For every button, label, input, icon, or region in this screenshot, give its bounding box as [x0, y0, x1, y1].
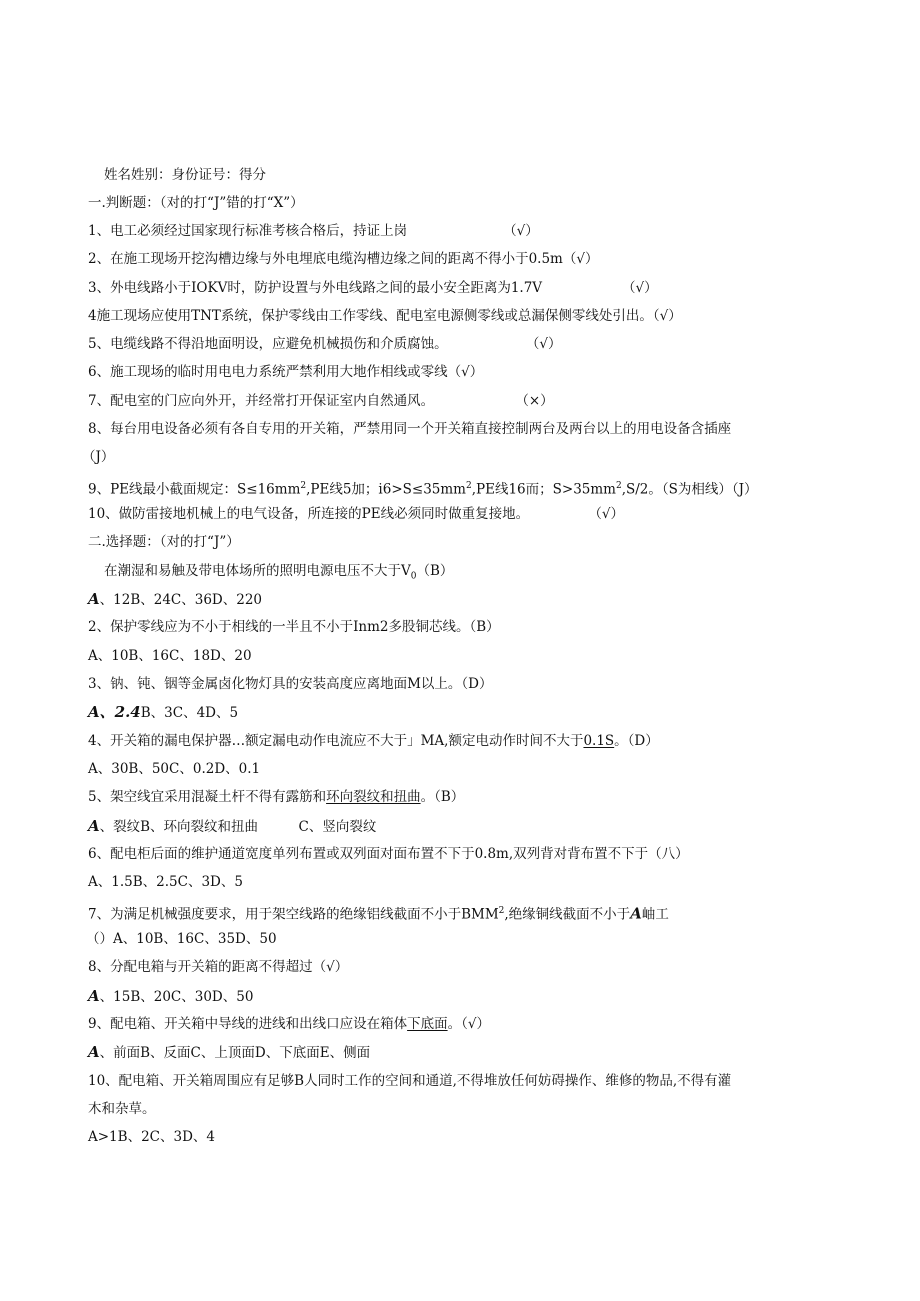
choice-q5: 5、架空线宜采用混凝土杆不得有露筋和环向裂纹和扭曲。（B） [88, 789, 465, 805]
judge-q3: 3、外电线路小于IOKV时，防护设置与外电线路之间的最小安全距离为1.7V （√） [88, 280, 658, 296]
judge-q1: 1、电工必须经过国家现行标准考核合格后，持证上岗 （√） [88, 223, 539, 239]
choice-q7-options: （）A、10B、16C、35D、50 [86, 931, 277, 947]
choice-q8-options: A、15B、20C、30D、50 [88, 987, 254, 1005]
choice-q5-options: A、裂纹B、环向裂纹和扭曲 C、竖向裂纹 [88, 817, 377, 835]
judge-q2: 2、在施工现场开挖沟槽边缘与外电埋底电缆沟槽边缘之间的距离不得小于0.5m（√） [88, 251, 599, 267]
judge-q7: 7、配电室的门应向外开，并经常打开保证室内自然通风。 （×） [88, 393, 554, 409]
choice-q9: 9、配电箱、开关箱中导线的进线和出线口应设在箱体下底面。（√） [88, 1016, 490, 1032]
judge-q8-answer: （J） [82, 449, 115, 465]
choice-q2: 2、保护零线应为不小于相线的一半且不小于Inm2多股铜芯线。（B） [88, 619, 500, 635]
choice-q6: 6、配电柜后面的维护通道宽度单列布置或双列面对面布置不下于0.8m,双列背对背布置不下于（八） [88, 846, 689, 862]
choice-q1-options: A、12B、24C、36D、220 [88, 590, 263, 608]
choice-q3-options: A、2.4B、3C、4D、5 [88, 703, 239, 721]
choice-q10-options: A>1B、2C、3D、4 [88, 1129, 215, 1145]
judge-q5: 5、电缆线路不得沿地面明设，应避免机械损伤和介质腐蚀。 （√） [88, 336, 562, 352]
choice-q7: 7、为满足机械强度要求，用于架空线路的绝缘铝线截面不小于BMM$^2$,绝缘铜线截面不小于A岫工 [88, 904, 669, 923]
choice-q2-options: A、10B、16C、18D、20 [88, 648, 252, 664]
judge-q4: 4施工现场应使用TNT系统，保护零线由工作零线、配电室电源侧零线或总漏保侧零线处引出。（√） [88, 308, 682, 324]
choice-q4: 4、开关箱的漏电保护器…额定漏电动作电流应不大于」MA,额定电动作时间不大于0.1S。（D） [88, 733, 659, 749]
section1-title: 一.判断题：（对的打“J”错的打“X”） [88, 195, 304, 211]
judge-q9: 9、PE线最小截面规定：$S\le 16mm^2,PE$线5加；$i6>S\le 35mm^2,PE$线16而；$S>35mm^2,S/2$。（S为相线）（J） [88, 481, 758, 498]
judge-q6: 6、施工现场的临时用电电力系统严禁利用大地作相线或零线（√） [88, 364, 484, 380]
section2-title: 二.选择题：（对的打“J”） [88, 534, 240, 550]
choice-q10-cont: 木和杂草。 [88, 1101, 156, 1117]
choice-q9-options: A、前面B、反面C、上顶面D、下底面E、侧面 [88, 1043, 371, 1061]
choice-q3: 3、钠、钝、铟等金属卤化物灯具的安装高度应离地面M以上。（D） [88, 676, 493, 692]
choice-q10: 10、配电箱、开关箱周围应有足够B人同时工作的空间和通道,不得堆放任何妨碍操作、维修的物品,不得有灌 [88, 1073, 732, 1089]
choice-q6-options: A、1.5B、2.5C、3D、5 [88, 874, 243, 890]
judge-q8: 8、每台用电设备必须有各自专用的开关箱，严禁用同一个开关箱直接控制两台及两台以上的用电设备含插座 [88, 421, 732, 437]
choice-q8: 8、分配电箱与开关箱的距离不得超过（√） [88, 959, 349, 975]
choice-q4-options: A、30B、50C、0.2D、0.1 [88, 761, 261, 777]
judge-q10: 10、做防雷接地机械上的电气设备，所连接的PE线必须同时做重复接地。 （√） [88, 506, 624, 522]
choice-q1: 在潮湿和易触及带电体场所的照明电源电压不大于$V_0(B)$ [104, 563, 454, 582]
header-fields: 姓名姓别：身份证号：得分 [104, 167, 266, 183]
